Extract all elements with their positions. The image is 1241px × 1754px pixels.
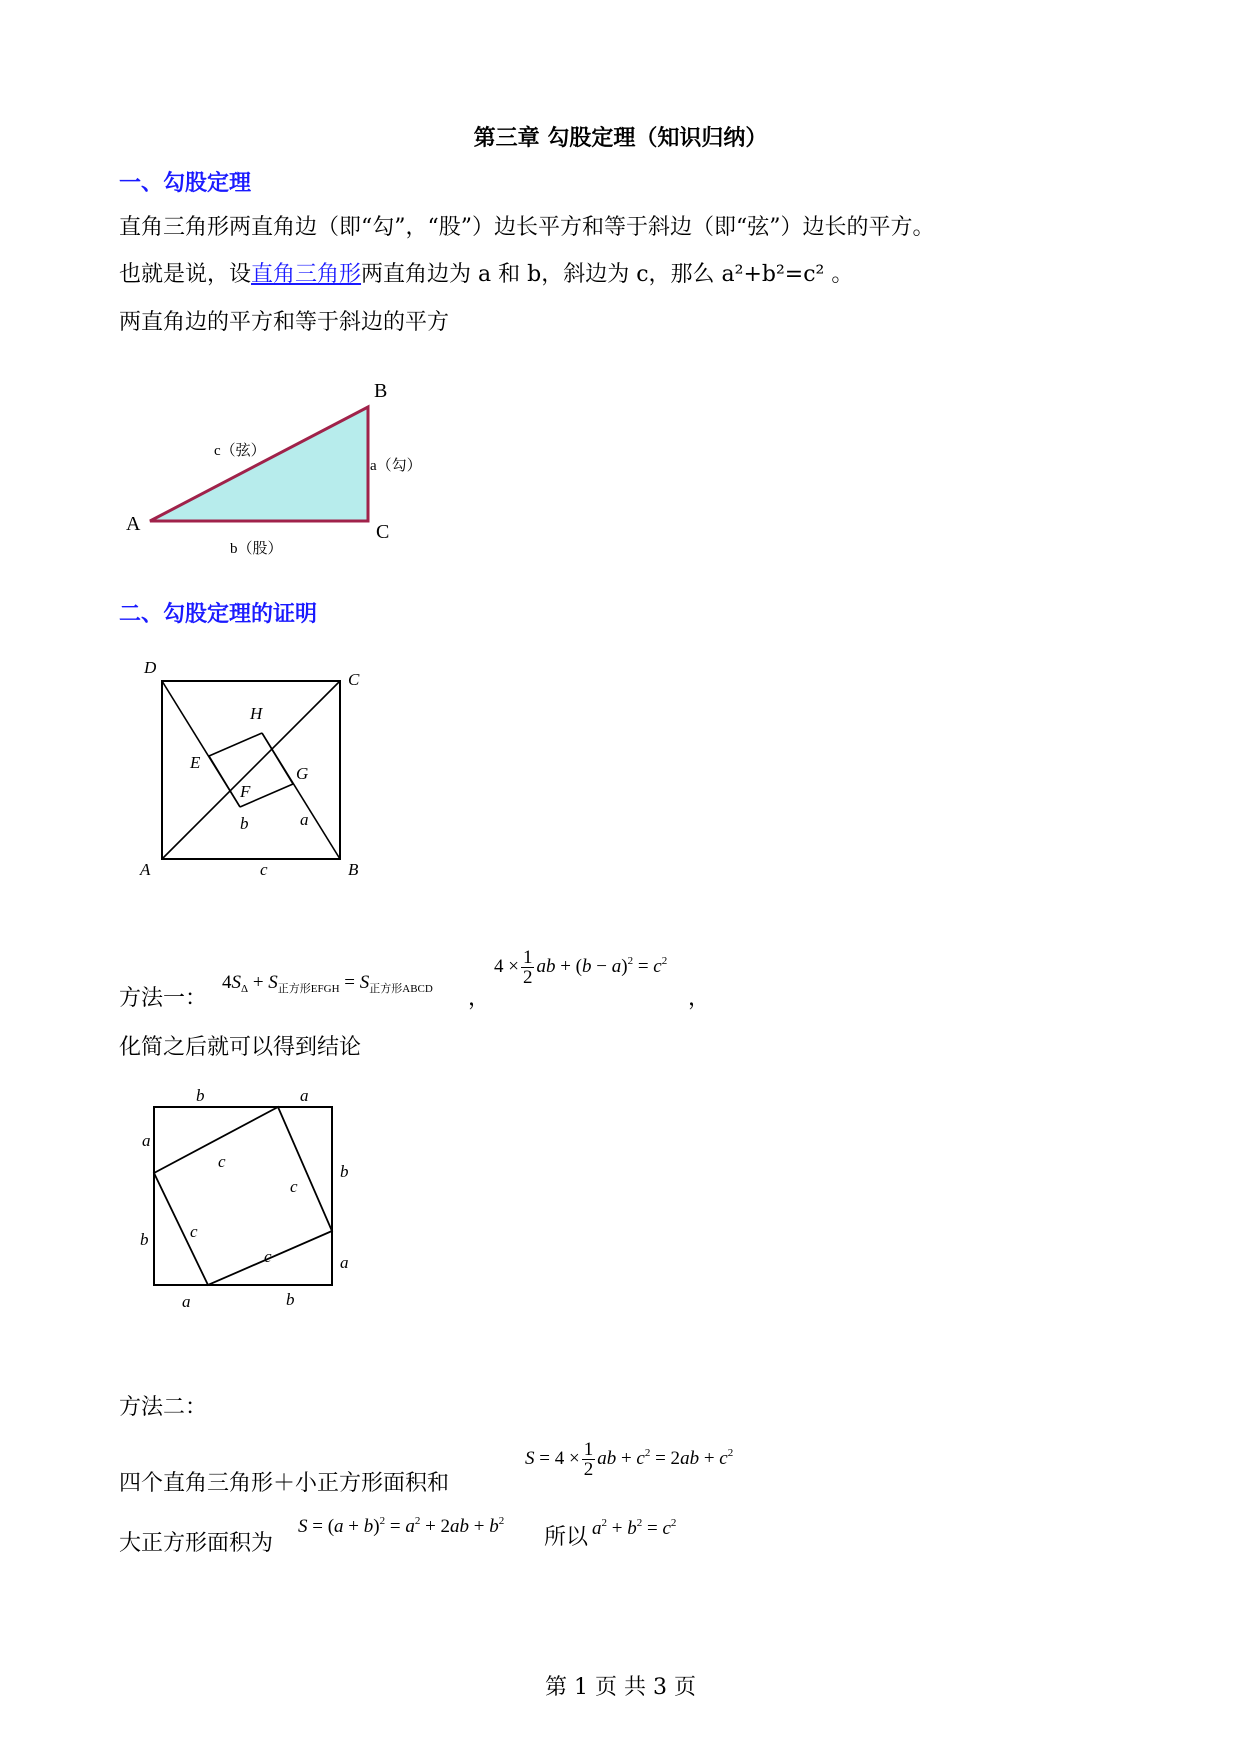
method1-formula-1: $4S_\Delta + S_{正方形EFGH} = S_{正方形ABCD}$ <box>222 972 433 995</box>
fig1-label-E: E <box>190 753 201 772</box>
vertex-C-label: C <box>376 521 390 543</box>
vertex-B-label: B <box>374 380 388 402</box>
fig2-left-a: a <box>142 1131 151 1150</box>
fig2-right-b: b <box>340 1162 349 1181</box>
fig2-c-right: c <box>290 1177 298 1196</box>
fig2-c-bottom: c <box>264 1247 272 1266</box>
method2-formula-1: S = 4 × $\frac{1}{2}$ ab + $c^2 = 2ab + c^2$ <box>525 1439 734 1480</box>
fig2-top-a: a <box>300 1086 309 1105</box>
leg-b-label: b（股） <box>230 541 283 557</box>
fig1-label-H: H <box>250 704 263 723</box>
method2-line2: 大正方形面积为 <box>119 1531 274 1556</box>
fig1-label-D: D <box>144 658 157 677</box>
triangle-shape <box>150 407 368 521</box>
fig2-c-left: c <box>190 1222 198 1241</box>
method2-formula-2: $S = (a + b)^2 = a^2 + 2ab + b^2$ <box>298 1515 505 1537</box>
fig2-bottom-b: b <box>286 1290 295 1309</box>
formula1-sub-efgh: 正方形EFGH <box>277 983 340 995</box>
section2-heading: 二、勾股定理的证明 <box>119 602 318 627</box>
method1-comma: ， <box>468 986 491 1011</box>
fig1-label-F: F <box>240 782 251 801</box>
tilted-square <box>154 1107 332 1285</box>
method2-line1: 四个直角三角形＋小正方形面积和 <box>119 1471 450 1496</box>
theorem-summary: 两直角边的平方和等于斜边的平方 <box>119 310 450 335</box>
fig1-label-b: b <box>240 814 249 833</box>
fig2-right-a: a <box>340 1253 349 1272</box>
section1-heading: 一、勾股定理 <box>119 171 252 196</box>
method2-label: 方法二： <box>119 1395 208 1420</box>
formula1-sub-triangle: Δ <box>241 983 249 995</box>
fig1-label-G: G <box>296 764 309 783</box>
fig1-label-a: a <box>300 810 309 829</box>
big-square <box>154 1107 332 1285</box>
fig2-bottom-a: a <box>182 1292 191 1311</box>
leg-a-label: a（勾） <box>370 458 422 474</box>
hypotenuse-label: c（弦） <box>214 443 266 459</box>
method1-label: 方法一： <box>119 986 208 1011</box>
theorem-paragraph: 直角三角形两直角边（即“勾”，“股”）边长平方和等于斜边（即“弦”）边长的平方。 <box>119 215 935 240</box>
method1-comma-2: ， <box>688 986 711 1011</box>
page-title: 第三章 勾股定理（知识归纳） <box>473 126 768 151</box>
method2-conclusion: $a^2 + b^2 = c^2$ <box>592 1517 677 1539</box>
right-triangle-link[interactable]: 直角三角形 <box>251 262 362 287</box>
formula1-sub-abcd: 正方形ABCD <box>369 983 433 995</box>
method2-so: 所以 <box>544 1525 589 1550</box>
proof-figure-1 <box>130 655 380 895</box>
restatement-suffix: 两直角边为 a 和 b，斜边为 c，那么 a²+b²=c² 。 <box>361 262 854 287</box>
right-triangle-figure <box>118 375 438 570</box>
fig1-label-B: B <box>348 860 359 879</box>
fig1-label-A: A <box>140 860 151 879</box>
fig2-left-b: b <box>140 1230 149 1249</box>
fig1-label-C: C <box>348 670 360 689</box>
formula1-coefficient: 4 <box>222 972 232 993</box>
theorem-restatement <box>119 260 853 290</box>
vertex-A-label: A <box>126 513 141 535</box>
fig2-top-b: b <box>196 1086 205 1105</box>
fig2-c-top: c <box>218 1152 226 1171</box>
proof-figure-2 <box>130 1085 380 1320</box>
fig1-label-c: c <box>260 860 268 879</box>
restatement-prefix: 也就是说，设 <box>119 262 252 287</box>
page-footer: 第 1 页 共 3 页 <box>545 1675 696 1700</box>
simplify-text: 化简之后就可以得到结论 <box>119 1035 362 1060</box>
method1-formula-2: 4 × $\frac{1}{2}$ ab + $(b - a)^2 = c^2$ <box>494 947 668 988</box>
